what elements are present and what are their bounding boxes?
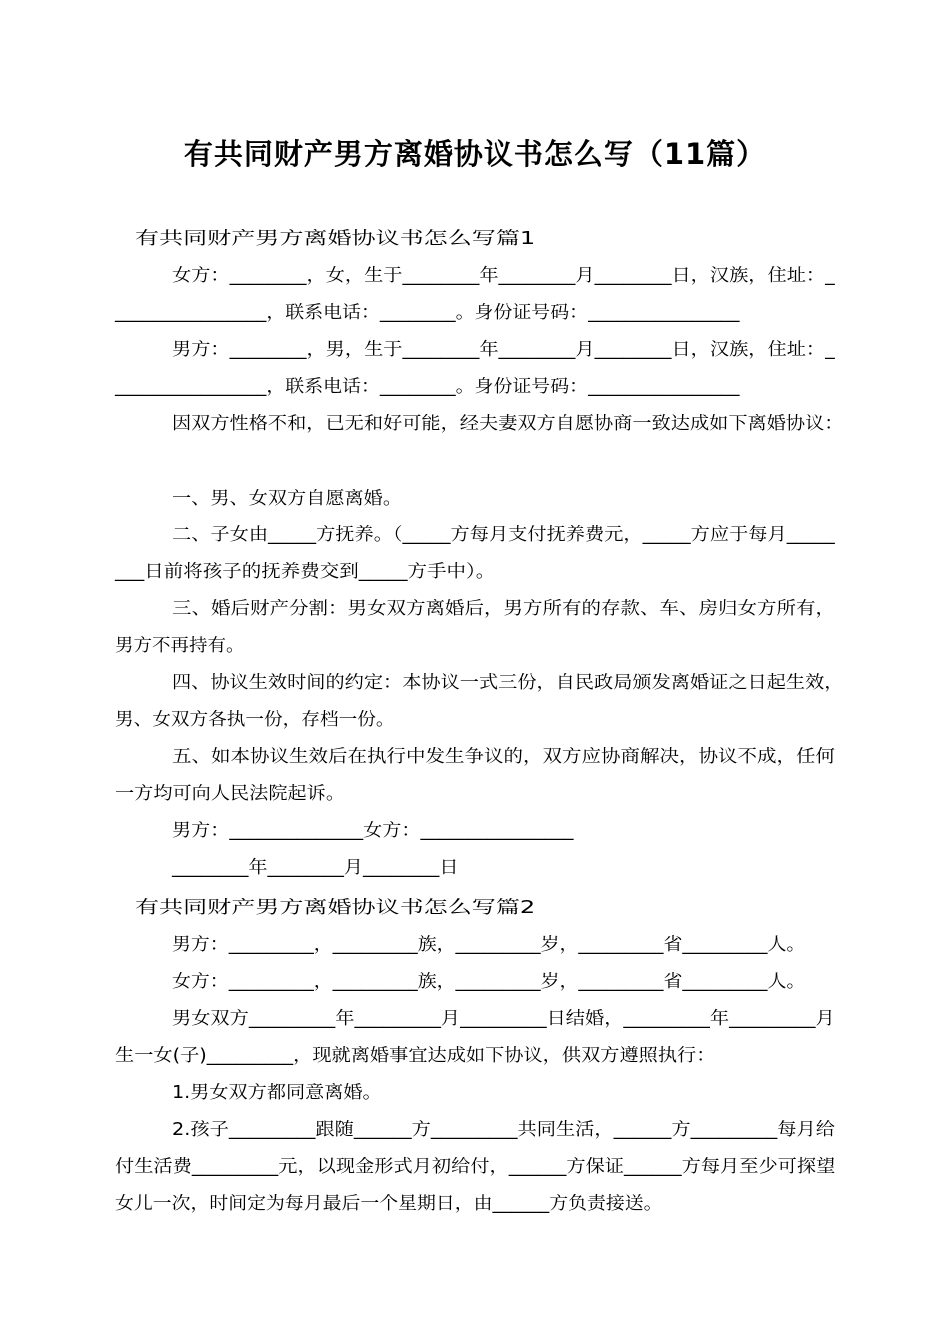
paragraph-line: 四、协议生效时间的约定：本协议一式三份，自民政局颁发离婚证之日起生效， bbox=[172, 673, 844, 693]
paragraph-line: 男、女双方各执一份，存档一份。 bbox=[115, 710, 395, 730]
paragraph-line: 男方：_________，_________族，_________岁，_________省_________人。 bbox=[172, 935, 806, 955]
paragraph-line: ________________，联系电话：________。身份证号码：________________ bbox=[115, 377, 740, 397]
paragraph-line: 男方：________，男，生于________年________月________日，汉族，住址：_ bbox=[172, 340, 835, 360]
paragraph-line: 女儿一次，时间定为每月最后一个星期日，由______方负责接送。 bbox=[115, 1194, 663, 1214]
paragraph-line: 一方均可向人民法院起诉。 bbox=[115, 784, 345, 804]
paragraph-line: ________________，联系电话：________。身份证号码：________________ bbox=[115, 303, 740, 323]
paragraph-line: 付生活费_________元，以现金形式月初给付，______方保证______方每月至少可探望 bbox=[115, 1157, 836, 1177]
section-heading-2: 有共同财产男方离婚协议书怎么写篇2 bbox=[135, 898, 536, 918]
paragraph-line: ___日前将孩子的抚养费交到_____方手中）。 bbox=[115, 562, 496, 582]
document-title: 有共同财产男方离婚协议书怎么写（11篇） bbox=[183, 137, 767, 171]
paragraph-line: 二、子女由_____方抚养。（_____方每月支付抚养费元，_____方应于每月_____ bbox=[172, 525, 835, 545]
paragraph-line: 女方：_________，_________族，_________岁，_________省_________人。 bbox=[172, 972, 806, 992]
paragraph-line: 生一女(子)_________，现就离婚事宜达成如下协议，供双方遵照执行： bbox=[115, 1046, 716, 1066]
section-heading-1: 有共同财产男方离婚协议书怎么写篇1 bbox=[135, 229, 536, 249]
paragraph-line: 女方：________，女，生于________年________月________日，汉族，住址：_ bbox=[172, 266, 835, 286]
paragraph-line: 男女双方_________年_________月_________日结婚，_________年_________月 bbox=[172, 1009, 835, 1029]
signature-line: 男方：______________女方：________________ bbox=[172, 821, 574, 841]
paragraph-line: 1.男女双方都同意离婚。 bbox=[172, 1083, 382, 1103]
paragraph-line: 男方不再持有。 bbox=[115, 636, 245, 656]
paragraph-line: 因双方性格不和，已无和好可能，经夫妻双方自愿协商一致达成如下离婚协议： bbox=[172, 414, 844, 434]
paragraph-line: 2.孩子_________跟随______方_________共同生活，______方_________每月给 bbox=[172, 1120, 835, 1140]
date-line: ________年________月________日 bbox=[172, 858, 459, 878]
paragraph-line: 三、婚后财产分割：男女双方离婚后，男方所有的存款、车、房归女方所有， bbox=[172, 599, 835, 619]
paragraph-line: 一、男、女双方自愿离婚。 bbox=[172, 489, 402, 509]
paragraph-line: 五、如本协议生效后在执行中发生争议的，双方应协商解决，协议不成，任何 bbox=[172, 747, 835, 767]
